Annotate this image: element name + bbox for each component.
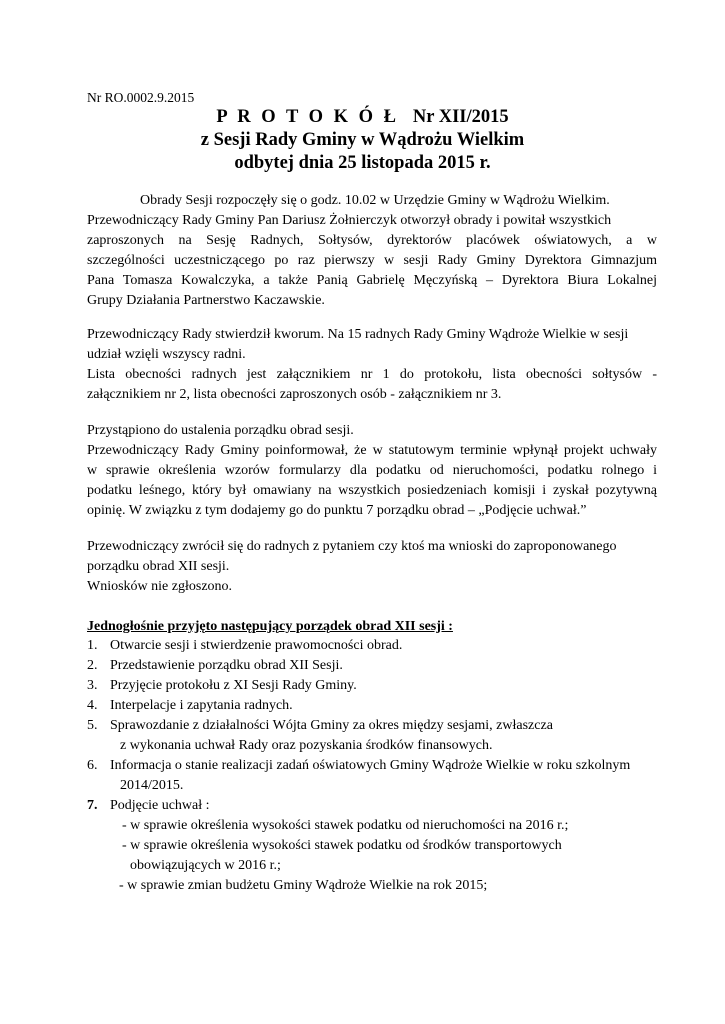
text-line: opinię. W związku z tym dodajemy go do punktu 7 porządku obrad – „Podjęcie uchwał.” — [87, 503, 587, 518]
list-item-text: Podjęcie uchwał : — [110, 798, 210, 813]
text-line: podatku leśnego, który był omawiany na wszystkich posiedzeniach komisji i zyskał pozytywną — [87, 483, 657, 498]
list-item-text: Informacja o stanie realizacji zadań oświatowych Gminy Wądroże Wielkie w roku szkolnym — [110, 758, 631, 773]
text-line: udział wzięli wszyscy radni. — [87, 347, 246, 362]
title-line-3: odbytej dnia 25 listopada 2015 r. — [234, 153, 491, 173]
list-item — [87, 696, 667, 716]
protocol-number: Nr XII/2015 — [412, 107, 509, 127]
paragraph-quorum — [87, 325, 657, 405]
list-item-number: 4. — [87, 698, 98, 713]
list-item — [87, 676, 667, 696]
sub-item-text: - w sprawie określenia wysokości stawek podatku od środków transportowych — [122, 838, 562, 853]
text-line: Przewodniczący zwrócił się do radnych z pytaniem czy ktoś ma wnioski do zaproponowanego — [87, 539, 617, 554]
list-item — [87, 756, 667, 796]
agenda-heading: Jednogłośnie przyjęto następujący porządek obrad XII sesji : — [87, 619, 453, 634]
text-line: załącznikiem nr 2, lista obecności zaproszonych osób - załącznikiem nr 3. — [87, 387, 502, 402]
list-item — [87, 656, 667, 676]
list-item-text: 2014/2015. — [120, 778, 184, 793]
text-line: Pana Tomasza Kowalczyka, a także Panią Gabrielę Męczyńską – Dyrektora Biura Lokalnej — [87, 273, 657, 288]
sub-item-text: - w sprawie określenia wysokości stawek podatku od nieruchomości na 2016 r.; — [122, 818, 569, 833]
list-item-text: Interpelacje i zapytania radnych. — [110, 698, 293, 713]
text-line: Grupy Działania Partnerstwo Kaczawskie. — [87, 293, 325, 308]
text-line: porządku obrad XII sesji. — [87, 559, 230, 574]
text-line: zaproszonych na Sesję Radnych, Sołtysów, dyrektorów placówek oświatowych, a w — [87, 233, 657, 248]
paragraph-opening — [87, 191, 657, 311]
title-line-1 — [0, 106, 725, 129]
list-item-number: 7. — [87, 798, 98, 813]
agenda-list — [87, 636, 667, 896]
list-item-number: 6. — [87, 758, 98, 773]
text-line: Lista obecności radnych jest załącznikiem nr 1 do protokołu, lista obecności sołtysów - — [87, 367, 657, 382]
list-item-number: 3. — [87, 678, 98, 693]
list-item-text: Sprawozdanie z działalności Wójta Gminy za okres między sesjami, zwłaszcza — [110, 718, 553, 733]
sub-item-text: - w sprawie zmian budżetu Gminy Wądroże Wielkie na rok 2015; — [119, 878, 488, 893]
list-item-number: 5. — [87, 718, 98, 733]
text-line: Przewodniczący Rady stwierdził kworum. Na 15 radnych Rady Gminy Wądroże Wielkie w sesji — [87, 327, 629, 342]
list-item-text: z wykonania uchwał Rady oraz pozyskania środków finansowych. — [120, 738, 493, 753]
text-line: szczególności uczestniczącego po raz pierwszy w sesji Rady Gminy Dyrektora Gimnazjum — [87, 253, 657, 268]
title-block — [0, 106, 725, 175]
sub-item-text: obowiązujących w 2016 r.; — [130, 858, 281, 873]
list-item-text: Przedstawienie porządku obrad XII Sesji. — [110, 658, 343, 673]
document-number: Nr RO.0002.9.2015 — [87, 90, 195, 105]
text-line: Przewodniczący Rady Gminy poinformował, że w statutowym terminie wpłynął projekt uchwały — [87, 443, 657, 458]
list-item-number: 1. — [87, 638, 98, 653]
paragraph-motions — [87, 537, 657, 597]
text-line: Przystąpiono do ustalenia porządku obrad sesji. — [87, 423, 354, 438]
title-line-2: z Sesji Rady Gminy w Wądrożu Wielkim — [200, 130, 525, 150]
list-item — [87, 636, 667, 656]
protocol-word: P R O T O K Ó Ł — [216, 107, 399, 127]
text-line: Obrady Sesji rozpoczęły się o godz. 10.02 w Urzędzie Gminy w Wądrożu Wielkim. — [140, 193, 610, 208]
text-line: Przewodniczący Rady Gminy Pan Dariusz Żołnierczyk otworzył obrady i powitał wszystkich — [87, 213, 612, 228]
list-item-text: Przyjęcie protokołu z XI Sesji Rady Gminy. — [110, 678, 357, 693]
list-item — [87, 716, 667, 756]
list-item — [87, 796, 667, 896]
list-item-text: Otwarcie sesji i stwierdzenie prawomocności obrad. — [110, 638, 403, 653]
list-item-number: 2. — [87, 658, 98, 673]
text-line: Wniosków nie zgłoszono. — [87, 579, 233, 594]
text-line: w sprawie określenia wzorów formularzy dla podatku od nieruchomości, podatku rolnego i — [87, 463, 657, 478]
paragraph-agenda-setup — [87, 421, 657, 521]
